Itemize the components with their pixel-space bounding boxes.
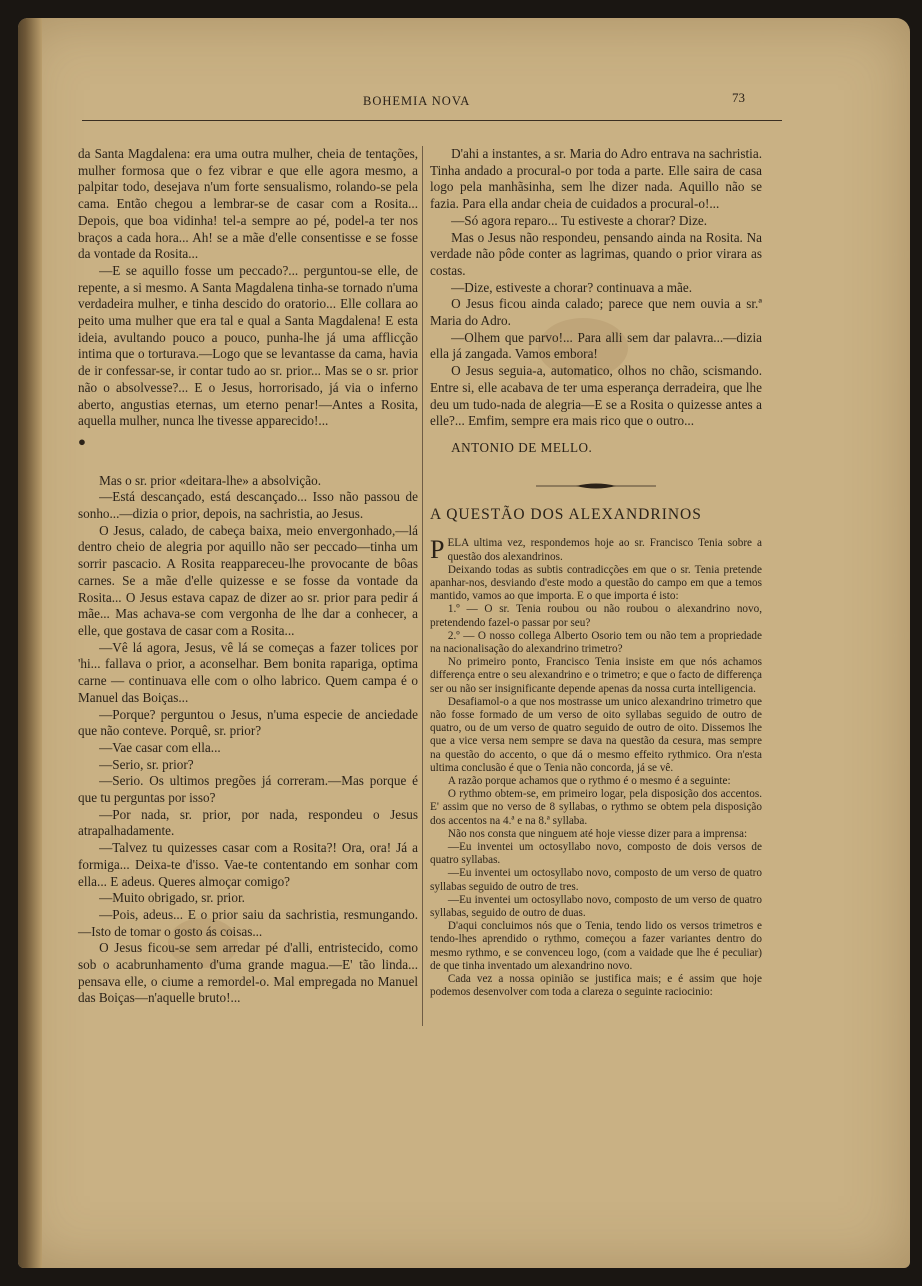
paragraph: Deixando todas as subtis contradicções em que o sr. Tenia pretende apanhar-nos, desviando d'este modo a questão do campo em que a temos mantido, vamos ao que importa. E o que importa é isto: — [430, 563, 762, 603]
paragraph: —Vae casar com ella... — [99, 739, 221, 755]
paragraph: —Porque? perguntou o Jesus, n'uma especie de anciedade que não conteve. Porquê, sr. prior? — [78, 706, 418, 739]
drop-cap: P — [430, 535, 445, 565]
author-signature: ANTONIO DE MELLO. — [451, 439, 593, 455]
section-dot: ● — [78, 433, 86, 449]
paragraph: O Jesus, calado, de cabeça baixa, meio envergonhado,—lá dentro cheio de alegria por aquillo não ser peccado—tinha um sorrir pascacio. A Rosita reappareceu-lhe provocante de bôas carnes. Se a mãe d'elle quizesse e se fosse da vontade da Rosita... O Jesus estava capaz de dizer ao sr. prior para pedir á mãe... Mas achava-se com vergonha de lhe dar a conhecer, a elle, que gostava de casar com a Rosita... — [78, 522, 418, 638]
paragraph: —Vê lá agora, Jesus, vê lá se começas a fazer tolices por 'hi... fallava o prior, a aconselhar. Bem bonita rapariga, optima carne — continuava elle com o olho labrico. Quem campa é o Manuel das Boiças... — [78, 639, 418, 705]
journal-title: BOHEMIA NOVA — [363, 94, 471, 108]
paragraph: —Pois, adeus... E o prior saiu da sachristia, resmungando.—Isto de tomar o gosto ás coisas... — [78, 906, 418, 939]
paragraph: Mas o Jesus não respondeu, pensando ainda na Rosita. Na verdade não pôde conter as lagrimas, quando o prior virara as costas. — [430, 229, 762, 278]
paragraph: —Só agora reparo... Tu estiveste a chorar? Dize. — [451, 212, 708, 228]
paragraph: O Jesus ficou ainda calado; parece que nem ouvia a sr.ª Maria do Adro. — [430, 296, 762, 329]
page-binding — [18, 18, 42, 1268]
paragraph: da Santa Magdalena: era uma outra mulher, cheia de tentações, mulher formosa que o fez vibrar e que elle agora mesmo, a palpitar todo, desejava n'um forte sensualismo, rolando-se pela cama. Então chegou a lembrar-se de casar com a Rosita... Depois, que boa vidinha! tel-a sempre ao pé, podel-a ter nos braços a cada hora... Ah! se a mãe d'elle consentisse e se fosse da vontade da Rosita... — [78, 146, 418, 262]
paragraph: —Está descançado, está descançado... Isso não passou de sonho...—dizia o prior, depois, na sachristia, ao Jesus. — [78, 489, 418, 522]
article-first-paragraph — [430, 537, 762, 563]
paragraph: 1.º — O sr. Tenia roubou ou não roubou o alexandrino novo, pretendendo fazel-o passar por seu? — [430, 603, 762, 629]
paragraph: Cada vez a nossa opinião se justifica mais; e é assim que hoje podemos desenvolver com toda a clareza o seguinte raciocinio: — [430, 973, 762, 999]
paragraph: A razão porque achamos que o rythmo é o mesmo é a seguinte: — [447, 775, 731, 788]
paragraph: O Jesus ficou-se sem arredar pé d'alli, entristecido, como sob o acabrunhamento d'uma grande magua.—E' tão linda... pensava elle, o ciume a remordel-o. Mal empregada no Manuel das Boiças—n'aquelle bruto!... — [78, 940, 418, 1006]
article-body — [430, 537, 762, 999]
paragraph: —Por nada, sr. prior, por nada, respondeu o Jesus atrapalhadamente. — [78, 806, 418, 839]
left-column — [78, 146, 418, 1007]
paragraph: D'aqui concluimos nós que o Tenia, tendo lido os versos trimetros e tendo-lhes aprendido o rythmo, começou a fazer variantes dentro do mesmo rythmo, e se convenceu logo, (com a vaidade que lhe é peculiar) de que tinha inventado um alexandrino novo. — [430, 920, 762, 972]
paragraph-text: ELA ultima vez, respondemos hoje ao sr. Francisco Tenia sobre a questão dos alexandrinos. — [447, 537, 762, 563]
paragraph: —E se aquillo fosse um peccado?... perguntou-se elle, de repente, a si mesmo. A Santa Magdalena tinha-se tornado n'uma verdadeira mulher, e tinha descido do oratorio... Elle collara ao peito uma mulher que era tal e qual a Santa Magdalena! E esta ideia, avultando pouco a pouco, punha-lhe já uma afflicção intima que o torturava.—Logo que se levantasse da cama, havia de ir confessar-se, ir contar tudo ao sr. prior... Mas se o sr. prior não o absolvesse?... E o Jesus, horrorisado, já via o inferno aberto, angustias eternas, um eterno penar!—Antes a Rosita, aquella mulher, nunca lhe tivesse apparecido!... — [78, 262, 418, 429]
paragraph: O rythmo obtem-se, em primeiro logar, pela disposição dos accentos. E' assim que no verso de 8 syllabas, o rythmo se obtem pela disposição dos accentos na 4.ª e na 8.ª syllaba. — [430, 788, 762, 827]
paragraph: —Dize, estiveste a chorar? continuava a mãe. — [451, 279, 693, 295]
paragraph: No primeiro ponto, Francisco Tenia insiste em que nós achamos differença entre o seu alexandrino e o trimetro; e que o facto de differença ser ou não ser insignificante depende apenas da nossa curta intelligencia. — [430, 656, 762, 695]
paragraph: D'ahi a instantes, a sr. Maria do Adro entrava na sachristia. Tinha andado a procural-o por toda a parte. Elle saira de casa logo pela manhãsinha, sem lhe dizer nada. Aquillo não se fazia. Para ella andar cheia de cuidados a procural-o!... — [430, 146, 762, 212]
paragraph: —Eu inventei um octosyllabo novo, composto de um verso de quatro syllabas seguido de outro de tres. — [430, 867, 762, 893]
paragraph: —Olhem que parvo!... Para alli sem dar palavra...—dizia ella já zangada. Vamos embora! — [430, 329, 762, 362]
paragraph: —Serio, sr. prior? — [99, 756, 194, 772]
paragraph: Não nos consta que ninguem até hoje viesse dizer para a imprensa: — [447, 827, 748, 840]
newspaper-page — [18, 18, 910, 1268]
paragraph: O Jesus seguia-a, automatico, olhos no chão, scismando. Entre si, elle acabava de ter uma esperança derradeira, que lhe deu um tudo-nada de alegria—E se a Rosita o quizesse antes a elle?... Emfim, sempre era mais rico que o outro... — [430, 363, 762, 429]
paragraph: —Eu inventei um octosyllabo novo, composto de um verso de quatro syllabas, seguido de outro de duas. — [430, 893, 762, 920]
header-rule — [82, 120, 782, 121]
paragraph: —Muito obrigado, sr. prior. — [99, 890, 245, 906]
paragraph: Mas o sr. prior «deitara-lhe» a absolvição. — [99, 472, 322, 488]
article-title: A QUESTÃO DOS ALEXANDRINOS — [430, 505, 702, 523]
paragraph: —Serio. Os ultimos pregões já correram.—Mas porque é que tu perguntas por isso? — [78, 773, 418, 806]
column-divider — [422, 146, 423, 1026]
paragraph: —Talvez tu quizesses casar com a Rosita?! Ora, ora! Já a formiga... Deixa-te d'isso. Vae-te contentando em sonhar com ella... E adeus. Queres almoçar comigo? — [78, 840, 418, 889]
flourish-divider — [536, 481, 656, 491]
page-number: 73 — [732, 90, 745, 105]
paragraph: —Eu inventei um octosyllabo novo, composto de dois versos de quatro syllabas. — [430, 841, 762, 867]
right-column — [430, 146, 762, 999]
paragraph: Desafiamol-o a que nos mostrasse um unico alexandrino trimetro que não fosse formado de um verso de oito syllabas seguido de outro de quatro, ou de um verso de quatro seguido de outro de oito. Dissemos lhe que a vice versa nem sempre se dava na questão da cesura, mas sempre na questão do accento, o que dá o mesmo effeito rythmico. Ora n'esta ultima conclusão é que o Tenia não concorda, já se vê. — [430, 695, 762, 774]
paragraph: 2.º — O nosso collega Alberto Osorio tem ou não tem a propriedade na nacionalisação do alexandrino trimetro? — [430, 629, 762, 655]
